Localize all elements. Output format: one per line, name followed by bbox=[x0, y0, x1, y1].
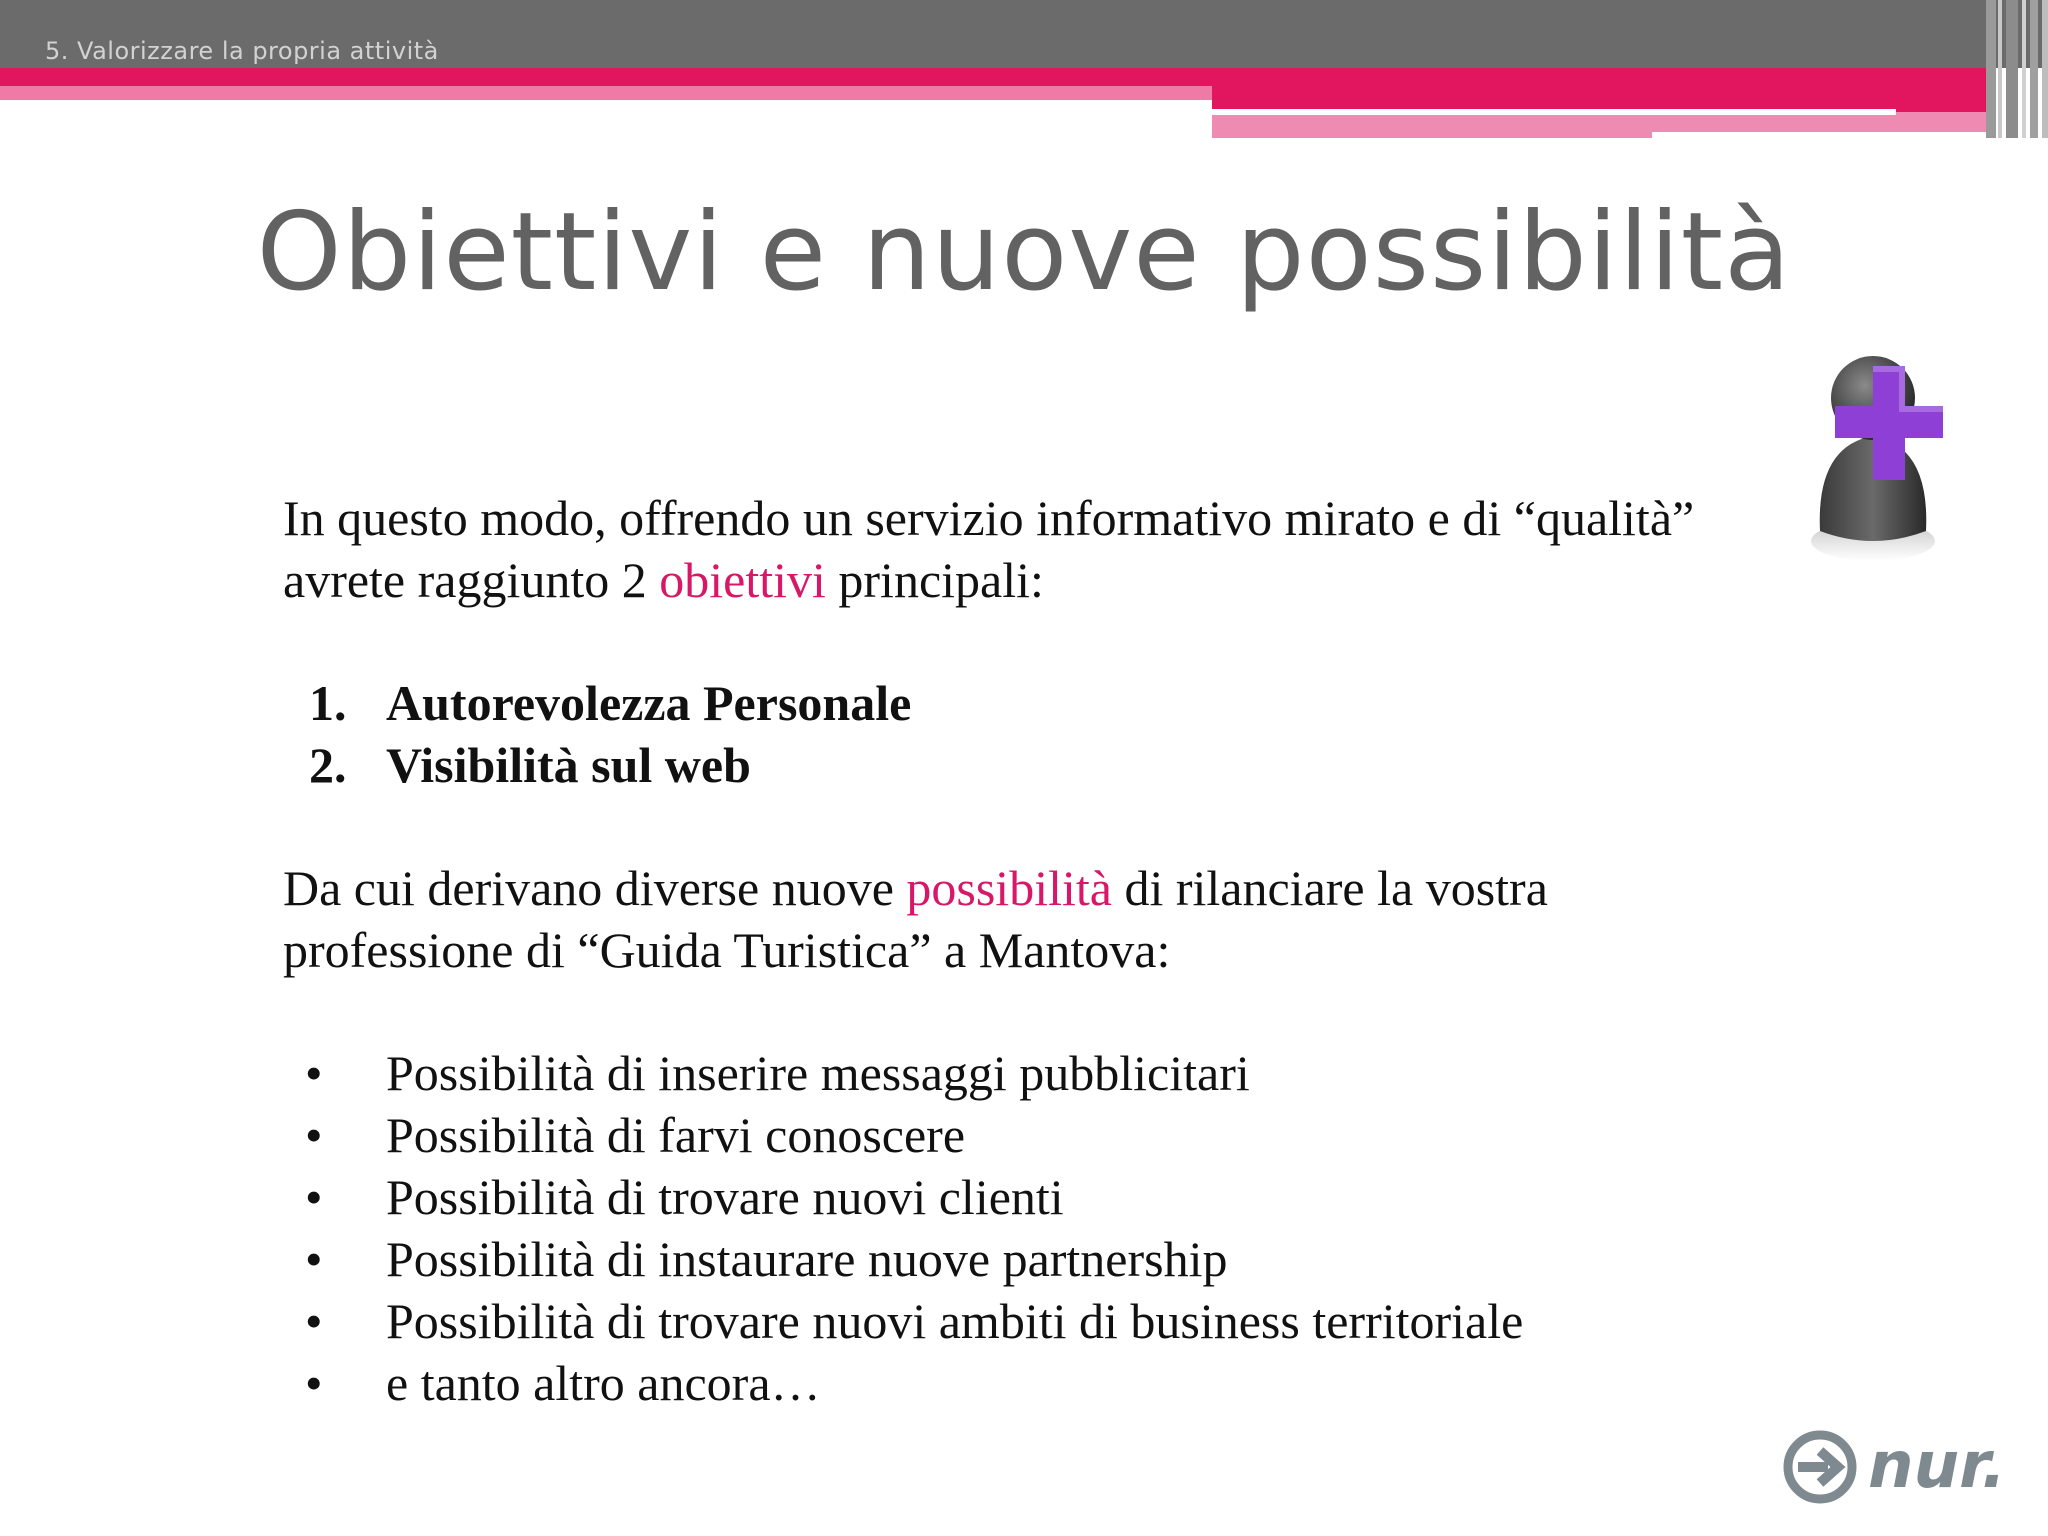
person-plus-icon bbox=[1808, 336, 1998, 586]
decor-line bbox=[1212, 109, 1896, 115]
decor-stripe bbox=[1212, 68, 1986, 112]
highlight-possibilities: possibilità bbox=[906, 860, 1112, 916]
decor-stripe bbox=[0, 86, 1212, 100]
list-item: • Possibilità di farvi conoscere bbox=[305, 1107, 966, 1163]
intro-paragraph: In questo modo, offrendo un servizio informativo mirato e di “qualità” avrete raggiunto 2 obiettivi principali: bbox=[283, 490, 1695, 608]
list-item: 1. Autorevolezza Personale bbox=[309, 675, 912, 731]
nur-logo bbox=[1780, 1425, 2010, 1510]
objectives-list bbox=[283, 672, 1743, 796]
list-item: • Possibilità di instaurare nuove partnership bbox=[305, 1231, 1228, 1287]
decor-vertical-bars bbox=[1986, 0, 2048, 138]
possibilities-list bbox=[283, 1042, 1743, 1414]
list-item: • Possibilità di inserire messaggi pubblicitari bbox=[305, 1045, 1250, 1101]
arrow-circle-icon bbox=[1788, 1435, 1852, 1499]
section-label: 5. Valorizzare la propria attività bbox=[45, 37, 439, 65]
possibilities-paragraph: Da cui derivano diverse nuove possibilità di rilanciare la vostra professione di “Guida Turistica” a Mantova: bbox=[283, 860, 1548, 978]
list-item: • e tanto altro ancora… bbox=[305, 1355, 821, 1411]
list-item: • Possibilità di trovare nuovi ambiti di business territoriale bbox=[305, 1293, 1524, 1349]
highlight-objectives: obiettivi bbox=[659, 552, 826, 608]
svg-text:nur.: nur. bbox=[1868, 1429, 2006, 1503]
decor-line bbox=[1652, 132, 1986, 138]
slide-title: Obiettivi e nuove possibilità bbox=[256, 190, 1792, 315]
list-item: 2. Visibilità sul web bbox=[309, 737, 751, 793]
list-item: • Possibilità di trovare nuovi clienti bbox=[305, 1169, 1064, 1225]
decor-stripe bbox=[0, 68, 1212, 86]
slide-body bbox=[283, 487, 1743, 1414]
